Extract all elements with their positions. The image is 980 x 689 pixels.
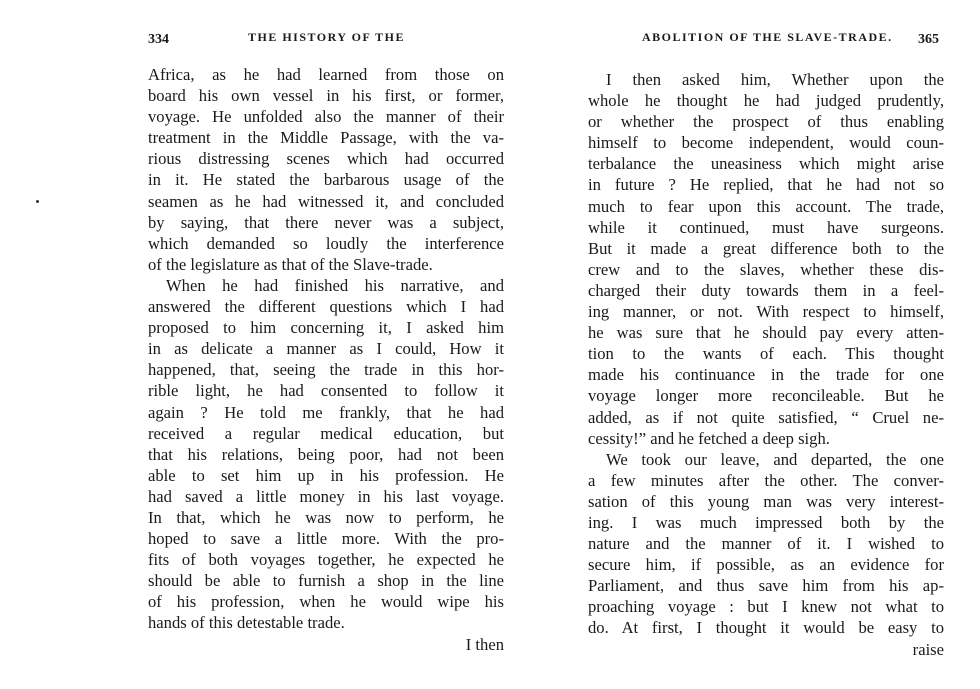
margin-dot — [36, 200, 39, 203]
text-line: or whether the prospect of thus enabling — [588, 112, 944, 132]
text-line: secure him, if possible, as an evidence for — [588, 555, 944, 575]
text-line: which demanded so loudly the interference — [148, 233, 504, 253]
text-line: proaching voyage : but I knew not what to — [588, 597, 944, 617]
text-line: proposed to him concerning it, I asked him — [148, 318, 504, 338]
text-line: treatment in the Middle Passage, with the va- — [148, 128, 504, 148]
left-running-title: THE HISTORY OF THE — [248, 30, 405, 44]
text-line: terbalance the uneasiness which might arise — [588, 154, 944, 174]
left-page-number: 334 — [148, 32, 169, 47]
text-line: himself to become independent, would coun- — [588, 133, 944, 153]
text-line: crew and to the slaves, whether these dis- — [588, 259, 944, 279]
text-line: voyage longer more reconcileable. But he — [588, 386, 944, 406]
text-line: in it. He stated the barbarous usage of the — [148, 170, 504, 190]
text-line: hoped to save a little more. With the pro- — [148, 529, 504, 549]
text-line: voyage. He unfolded also the manner of their — [148, 107, 504, 127]
text-line: In that, which he was now to perform, he — [148, 507, 504, 527]
text-line: charged their duty towards them in a feel- — [588, 280, 944, 300]
right-page-body — [588, 69, 944, 660]
text-line: while it continued, must have surgeons. — [588, 217, 944, 237]
text-line: board his own vessel in his first, or former, — [148, 86, 504, 106]
text-line: We took our leave, and departed, the one — [606, 449, 944, 469]
text-line: a few minutes after the other. The conver- — [588, 470, 944, 490]
text-line: fits of both voyages together, he expected he — [148, 550, 504, 570]
text-line: by saying, that there never was a subject, — [148, 212, 504, 232]
text-line: cessity!” and he fetched a deep sigh. — [588, 428, 830, 448]
text-line: of the legislature as that of the Slave-trade. — [148, 254, 433, 274]
text-line: of his profession, when he would wipe his — [148, 592, 504, 612]
right-page-number: 365 — [918, 32, 939, 47]
text-line: rious distressing scenes which had occurred — [148, 149, 504, 169]
text-line: sation of this young man was very interest- — [588, 491, 944, 511]
text-line: happened, that, seeing the trade in this hor- — [148, 360, 504, 380]
text-line: whole he thought he had judged prudently, — [588, 91, 944, 111]
text-line: nature and the manner of it. I wished to — [588, 534, 944, 554]
text-line: that his relations, being poor, had not been — [148, 444, 504, 464]
text-line: able to set him up in his profession. He — [148, 465, 504, 485]
text-line: do. At first, I thought it would be easy to — [588, 618, 944, 638]
catchword: I then — [465, 634, 504, 654]
catchword: raise — [912, 639, 944, 659]
text-line: I then asked him, Whether upon the — [606, 70, 944, 89]
text-line: in as delicate a manner as I could, How it — [148, 339, 504, 359]
text-line: again ? He told me frankly, that he had — [148, 402, 504, 422]
text-line: he was sure that he should pay every atten- — [588, 323, 944, 343]
text-line: should be able to furnish a shop in the line — [148, 571, 504, 591]
text-line: ing. I was much impressed both by the — [588, 512, 944, 532]
text-line: Africa, as he had learned from those on — [148, 65, 504, 84]
text-line: tion to the wants of each. This thought — [588, 344, 944, 364]
text-line: seamen as he had witnessed it, and concluded — [148, 191, 504, 211]
text-line: had saved a little money in his last voyage. — [148, 486, 504, 506]
text-line: made his continuance in the trade for one — [588, 365, 944, 385]
text-line: ing manner, or not. With respect to himself, — [588, 302, 944, 322]
text-line: added, as if not quite satisfied, “ Cruel ne- — [588, 407, 944, 427]
text-line: rible light, he had consented to follow it — [148, 381, 504, 401]
text-line: Parliament, and thus save him from his ap- — [588, 576, 944, 596]
text-line: When he had finished his narrative, and — [166, 275, 504, 295]
text-line: hands of this detestable trade. — [148, 613, 345, 633]
text-line: answered the different questions which I had — [148, 297, 504, 317]
text-line: But it made a great difference both to the — [588, 238, 944, 258]
right-page — [540, 0, 980, 689]
text-line: in future ? He replied, that he had not so — [588, 175, 944, 195]
text-line: received a regular medical education, but — [148, 423, 504, 443]
right-running-title: ABOLITION OF THE SLAVE-TRADE. — [642, 30, 893, 44]
left-page-body — [148, 64, 504, 655]
text-line: much to fear upon this account. The trade, — [588, 196, 944, 216]
